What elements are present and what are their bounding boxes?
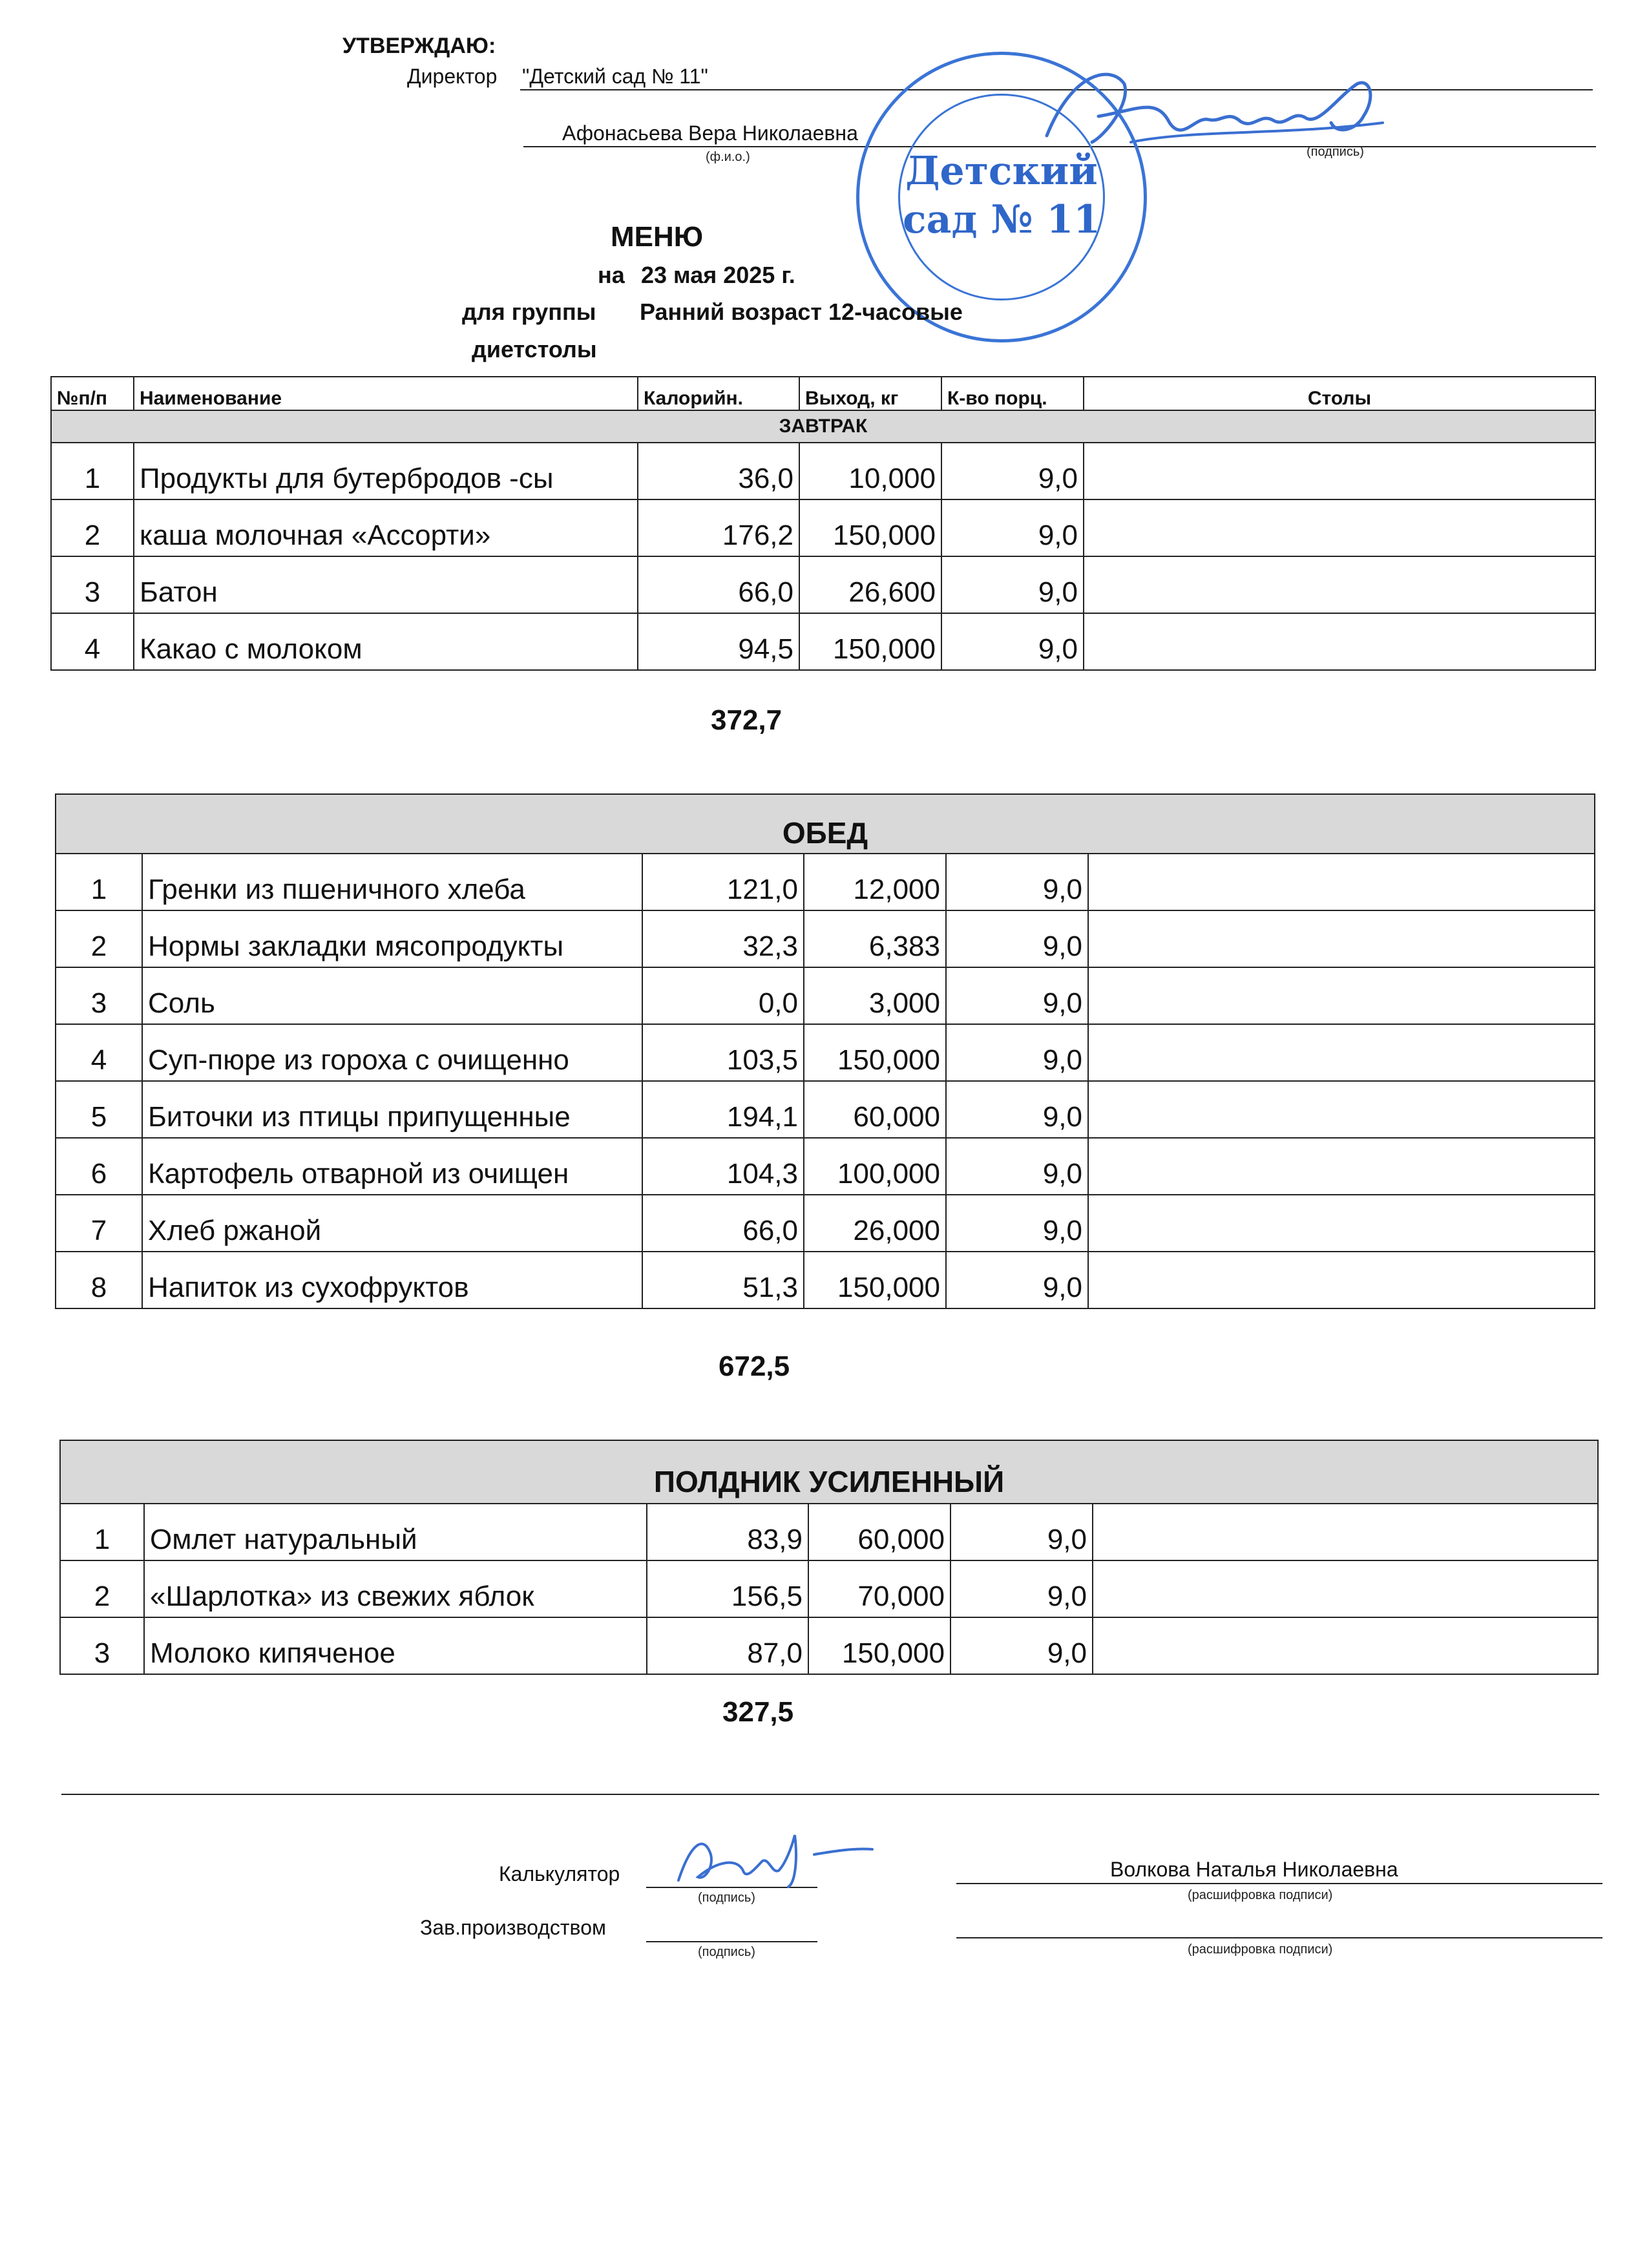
dish-portions: 9,0 [941, 443, 1084, 499]
dish-yield: 150,000 [799, 499, 941, 556]
dish-tables [1093, 1617, 1598, 1674]
row-number: 8 [56, 1252, 142, 1308]
dish-tables [1088, 854, 1595, 910]
dish-portions: 9,0 [946, 910, 1088, 967]
snack-table [59, 1440, 1599, 1675]
dish-tables [1093, 1560, 1598, 1617]
dish-yield: 12,000 [804, 854, 946, 910]
table-row [56, 1024, 1595, 1081]
dish-portions: 9,0 [941, 499, 1084, 556]
breakfast-table [50, 376, 1596, 671]
dish-name: Какао с молоком [134, 613, 638, 670]
dish-tables [1093, 1504, 1598, 1560]
row-number: 4 [56, 1024, 142, 1081]
snack-section-title: ПОЛДНИК УСИЛЕННЫЙ [60, 1440, 1598, 1504]
dish-tables [1088, 1081, 1595, 1138]
dish-kcal: 66,0 [638, 556, 799, 613]
production-signature-caption: (подпись) [698, 1945, 755, 1959]
dish-name: Соль [142, 967, 642, 1024]
dish-name: Молоко кипяченое [144, 1617, 647, 1674]
page-title: МЕНЮ [611, 221, 704, 253]
dish-kcal: 66,0 [642, 1195, 804, 1252]
row-number: 3 [51, 556, 134, 613]
dish-yield: 150,000 [804, 1252, 946, 1308]
dish-name: Хлеб ржаной [142, 1195, 642, 1252]
dish-yield: 150,000 [804, 1024, 946, 1081]
dish-tables [1088, 1138, 1595, 1195]
row-number: 2 [60, 1560, 144, 1617]
dish-yield: 26,600 [799, 556, 941, 613]
approval-title: УТВЕРЖДАЮ: [342, 34, 496, 58]
calculator-signature [666, 1822, 911, 1893]
dish-yield: 60,000 [808, 1504, 951, 1560]
table-row [51, 443, 1595, 499]
calculator-label: Калькулятор [499, 1862, 620, 1885]
breakfast-total: 372,7 [711, 704, 782, 736]
dish-yield: 26,000 [804, 1195, 946, 1252]
dish-yield: 150,000 [808, 1617, 951, 1674]
dish-kcal: 103,5 [642, 1024, 804, 1081]
dish-portions: 9,0 [946, 967, 1088, 1024]
dish-yield: 6,383 [804, 910, 946, 967]
dish-kcal: 36,0 [638, 443, 799, 499]
table-row [56, 910, 1595, 967]
table-row [56, 1081, 1595, 1138]
dish-name: Картофель отварной из очищен [142, 1138, 642, 1195]
dish-tables [1088, 1252, 1595, 1308]
dish-tables [1084, 613, 1595, 670]
dish-kcal: 87,0 [647, 1617, 808, 1674]
dish-yield: 100,000 [804, 1138, 946, 1195]
column-header-kcal: Калорийн. [638, 377, 799, 410]
calculator-decoding-caption: (расшифровка подписи) [1188, 1888, 1333, 1902]
lunch-table [55, 793, 1595, 1309]
dish-kcal: 156,5 [647, 1560, 808, 1617]
dish-tables [1088, 1195, 1595, 1252]
column-header-yield: Выход, кг [799, 377, 941, 410]
row-number: 1 [51, 443, 134, 499]
lunch-section-title: ОБЕД [56, 794, 1595, 854]
production-label: Зав.производством [420, 1916, 606, 1939]
table-row [56, 1252, 1595, 1308]
dish-name: Суп-пюре из гороха с очищенно [142, 1024, 642, 1081]
signature-caption: (подпись) [1307, 145, 1364, 159]
dish-yield: 150,000 [799, 613, 941, 670]
table-row [51, 613, 1595, 670]
row-number: 3 [60, 1617, 144, 1674]
dish-kcal: 104,3 [642, 1138, 804, 1195]
dish-portions: 9,0 [941, 613, 1084, 670]
column-header-portions: К-во порц. [941, 377, 1084, 410]
breakfast-section-title: ЗАВТРАК [51, 410, 1595, 443]
dish-tables [1088, 967, 1595, 1024]
dish-name: Нормы закладки мясопродукты [142, 910, 642, 967]
dish-kcal: 83,9 [647, 1504, 808, 1560]
dish-tables [1084, 556, 1595, 613]
table-row [56, 1195, 1595, 1252]
row-number: 1 [60, 1504, 144, 1560]
row-number: 7 [56, 1195, 142, 1252]
dish-yield: 70,000 [808, 1560, 951, 1617]
dish-yield: 3,000 [804, 967, 946, 1024]
dish-yield: 60,000 [804, 1081, 946, 1138]
row-number: 2 [56, 910, 142, 967]
dish-kcal: 176,2 [638, 499, 799, 556]
dish-portions: 9,0 [951, 1504, 1093, 1560]
dish-name: Продукты для бутербродов -сы [134, 443, 638, 499]
table-row [51, 499, 1595, 556]
row-number: 2 [51, 499, 134, 556]
stamp-line-2: сад № 11 [903, 197, 1100, 242]
diet-label: диетстолы [472, 336, 597, 362]
director-name: Афонасьева Вера Николаевна [562, 121, 858, 145]
table-row [51, 556, 1595, 613]
fio-caption: (ф.и.о.) [706, 150, 750, 164]
table-row [56, 967, 1595, 1024]
dish-kcal: 0,0 [642, 967, 804, 1024]
dish-name: Гренки из пшеничного хлеба [142, 854, 642, 910]
dish-name: Биточки из птицы припущенные [142, 1081, 642, 1138]
date-prefix: на [598, 262, 625, 288]
dish-name: Омлет натуральный [144, 1504, 647, 1560]
dish-name: каша молочная «Ассорти» [134, 499, 638, 556]
dish-portions: 9,0 [946, 1081, 1088, 1138]
lunch-total: 672,5 [719, 1350, 790, 1382]
dish-name: «Шарлотка» из свежих яблок [144, 1560, 647, 1617]
column-header-num: №п/п [51, 377, 134, 410]
dish-kcal: 51,3 [642, 1252, 804, 1308]
group-name: Ранний возраст 12-часовые [640, 299, 963, 325]
row-number: 6 [56, 1138, 142, 1195]
column-header-tables: Столы [1084, 377, 1595, 410]
production-decoding-caption: (расшифровка подписи) [1188, 1942, 1333, 1957]
dish-portions: 9,0 [946, 1138, 1088, 1195]
dish-portions: 9,0 [951, 1617, 1093, 1674]
dish-tables [1084, 443, 1595, 499]
table-row [60, 1617, 1598, 1674]
stamp-line-1: Детский [905, 149, 1098, 194]
calculator-name: Волкова Наталья Николаевна [1110, 1858, 1398, 1881]
approval-position: Директор [407, 65, 498, 88]
dish-portions: 9,0 [946, 854, 1088, 910]
dish-portions: 9,0 [941, 556, 1084, 613]
approval-organization: "Детский сад № 11" [522, 65, 708, 88]
dish-portions: 9,0 [951, 1560, 1093, 1617]
table-row [60, 1504, 1598, 1560]
dish-kcal: 94,5 [638, 613, 799, 670]
dish-kcal: 194,1 [642, 1081, 804, 1138]
dish-tables [1088, 1024, 1595, 1081]
dish-portions: 9,0 [946, 1024, 1088, 1081]
dish-kcal: 32,3 [642, 910, 804, 967]
table-row [56, 1138, 1595, 1195]
column-header-name: Наименование [134, 377, 638, 410]
dish-kcal: 121,0 [642, 854, 804, 910]
dish-portions: 9,0 [946, 1195, 1088, 1252]
row-number: 3 [56, 967, 142, 1024]
dish-tables [1088, 910, 1595, 967]
production-signature-line [646, 1941, 817, 1942]
dish-tables [1084, 499, 1595, 556]
table-row [56, 854, 1595, 910]
calculator-name-line [956, 1883, 1602, 1884]
group-prefix: для группы [462, 299, 596, 325]
dish-yield: 10,000 [799, 443, 941, 499]
footer-separator [61, 1794, 1599, 1795]
dish-portions: 9,0 [946, 1252, 1088, 1308]
dish-name: Батон [134, 556, 638, 613]
calculator-signature-caption: (подпись) [698, 1891, 755, 1905]
snack-total: 327,5 [722, 1696, 794, 1728]
production-name-line [956, 1937, 1602, 1938]
row-number: 5 [56, 1081, 142, 1138]
table-row [60, 1560, 1598, 1617]
menu-date: 23 мая 2025 г. [641, 262, 795, 288]
row-number: 4 [51, 613, 134, 670]
dish-name: Напиток из сухофруктов [142, 1252, 642, 1308]
row-number: 1 [56, 854, 142, 910]
